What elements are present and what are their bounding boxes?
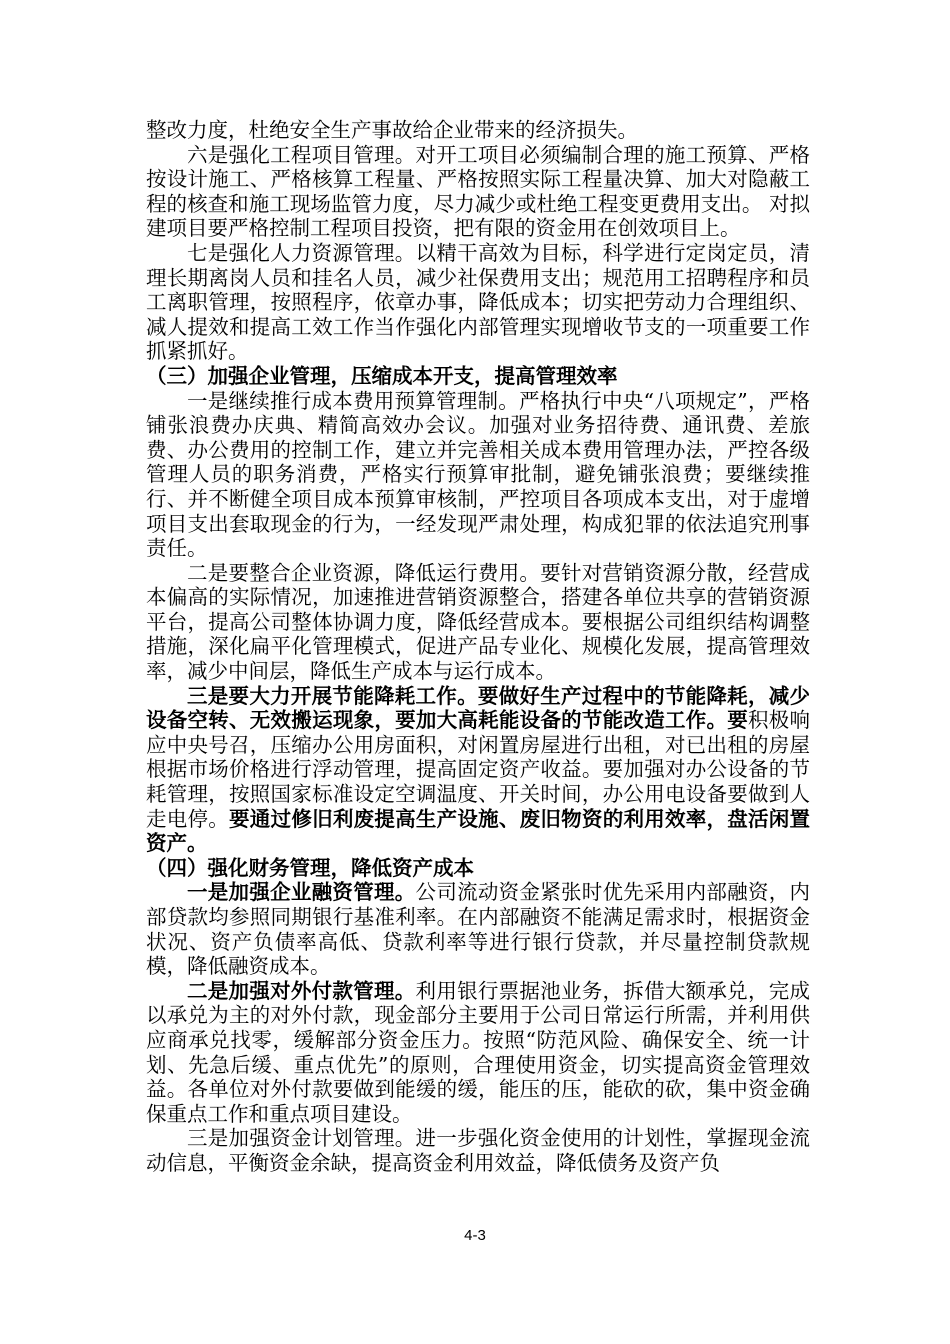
energy-saving-tail: 要通过修旧利废提高生产设施、废旧物资的利用效率，盘活闲置资产。	[146, 806, 811, 856]
financing-lead: 一是加强企业融资管理。	[187, 880, 416, 905]
paragraph-project-management: 六是强化工程项目管理。对开工项目必须编制合理的施工预算、严格按设计施工、严格核算工程量、严格按照实际工程量决算、加大对隐蔽工程的核查和施工现场监管力度，尽力减少或杜绝工程变更费用支出。 对拟建项目要严格控制工程项目投资，把有限的资金用在创效项目上。	[146, 142, 810, 241]
document-body	[146, 118, 810, 1176]
paragraph-budget-management: 一是继续推行成本费用预算管理制。严格执行中央“八项规定”，严格铺张浪费办庆典、精简高效办会议。加强对业务招待费、通讯费、差旅费、办公费用的控制工作，建立并完善相关成本费用管理办法，严控各级管理人员的职务消费，严格实行预算审批制，避免铺张浪费；要继续推行、并不断健全项目成本预算审核制，严控项目各项成本支出，对于虚增项目支出套取现金的行为，一经发现严肃处理，构成犯罪的依法追究刑事责任。	[146, 388, 810, 561]
payments-lead: 二是加强对外付款管理。	[187, 978, 416, 1003]
paragraph-payments	[146, 979, 810, 1127]
payments-body: 利用银行票据池业务，拆借大额承兑，完成以承兑为主的对外付款，现金部分主要用于公司日常运行所需，并利用供应商承兑找零，缓解部分资金压力。按照“防范风险、确保安全、统一计划、先急后缓、重点优先”的原则，合理使用资金，切实提高资金管理效益。各单位对外付款要做到能缓的缓，能压的压，能砍的砍，集中资金确保重点工作和重点项目建设。	[146, 978, 811, 1126]
section-heading-4: （四）强化财务管理，降低资产成本	[146, 855, 474, 880]
energy-saving-body: 积极响应中央号召，压缩办公用房面积，对闲置房屋进行出租，对已出租的房屋根据市场价格进行浮动管理，提高固定资产收益。要加强对办公设备的节耗管理，按照国家标准设定空调温度、开关时间，办公用电设备要做到人走电停。	[146, 708, 811, 831]
financing-body: 公司流动资金紧张时优先采用内部融资，内部贷款均参照同期银行基准利率。在内部融资不能满足需求时，根据资金状况、资产负债率高低、贷款利率等进行银行贷款，并尽量控制贷款规模，降低融资成本。	[146, 880, 811, 979]
paragraph-continuation: 整改力度，杜绝安全生产事故给企业带来的经济损失。	[146, 118, 638, 142]
paragraph-hr-management: 七是强化人力资源管理。以精干高效为目标，科学进行定岗定员，清理长期离岗人员和挂名人员，减少社保费用支出；规范用工招聘程序和员工离职管理，按照程序，依章办事，降低成本；切实把劳动力合理组织、减人提效和提高工效工作当作强化内部管理实现增收节支的一项重要工作抓紧抓好。	[146, 240, 810, 364]
paragraph-resource-integration: 二是要整合企业资源，降低运行费用。要针对营销资源分散，经营成本偏高的实际情况，加速推进营销资源整合，搭建各单位共享的营销资源平台，提高公司整体协调力度，降低经营成本。要根据公司组织结构调整措施，深化扁平化管理模式，促进产品专业化、规模化发展，提高管理效率，减少中间层，降低生产成本与运行成本。	[146, 560, 810, 684]
paragraph-energy-saving	[146, 684, 810, 856]
page-number: 4-3	[464, 1227, 486, 1244]
paragraph-fund-planning: 三是加强资金计划管理。进一步强化资金使用的计划性，掌握现金流动信息，平衡资金余缺，提高资金利用效益，降低债务及资产负	[146, 1126, 810, 1175]
energy-saving-lead: 三是要大力开展节能降耗工作。要做好生产过程中的节能降耗，减少设备空转、无效搬运现象，要加大高耗能设备的节能改造工作。要	[146, 683, 810, 733]
paragraph-financing	[146, 880, 810, 978]
section-heading-3: （三）加强企业管理，压缩成本开支，提高管理效率	[146, 363, 618, 388]
